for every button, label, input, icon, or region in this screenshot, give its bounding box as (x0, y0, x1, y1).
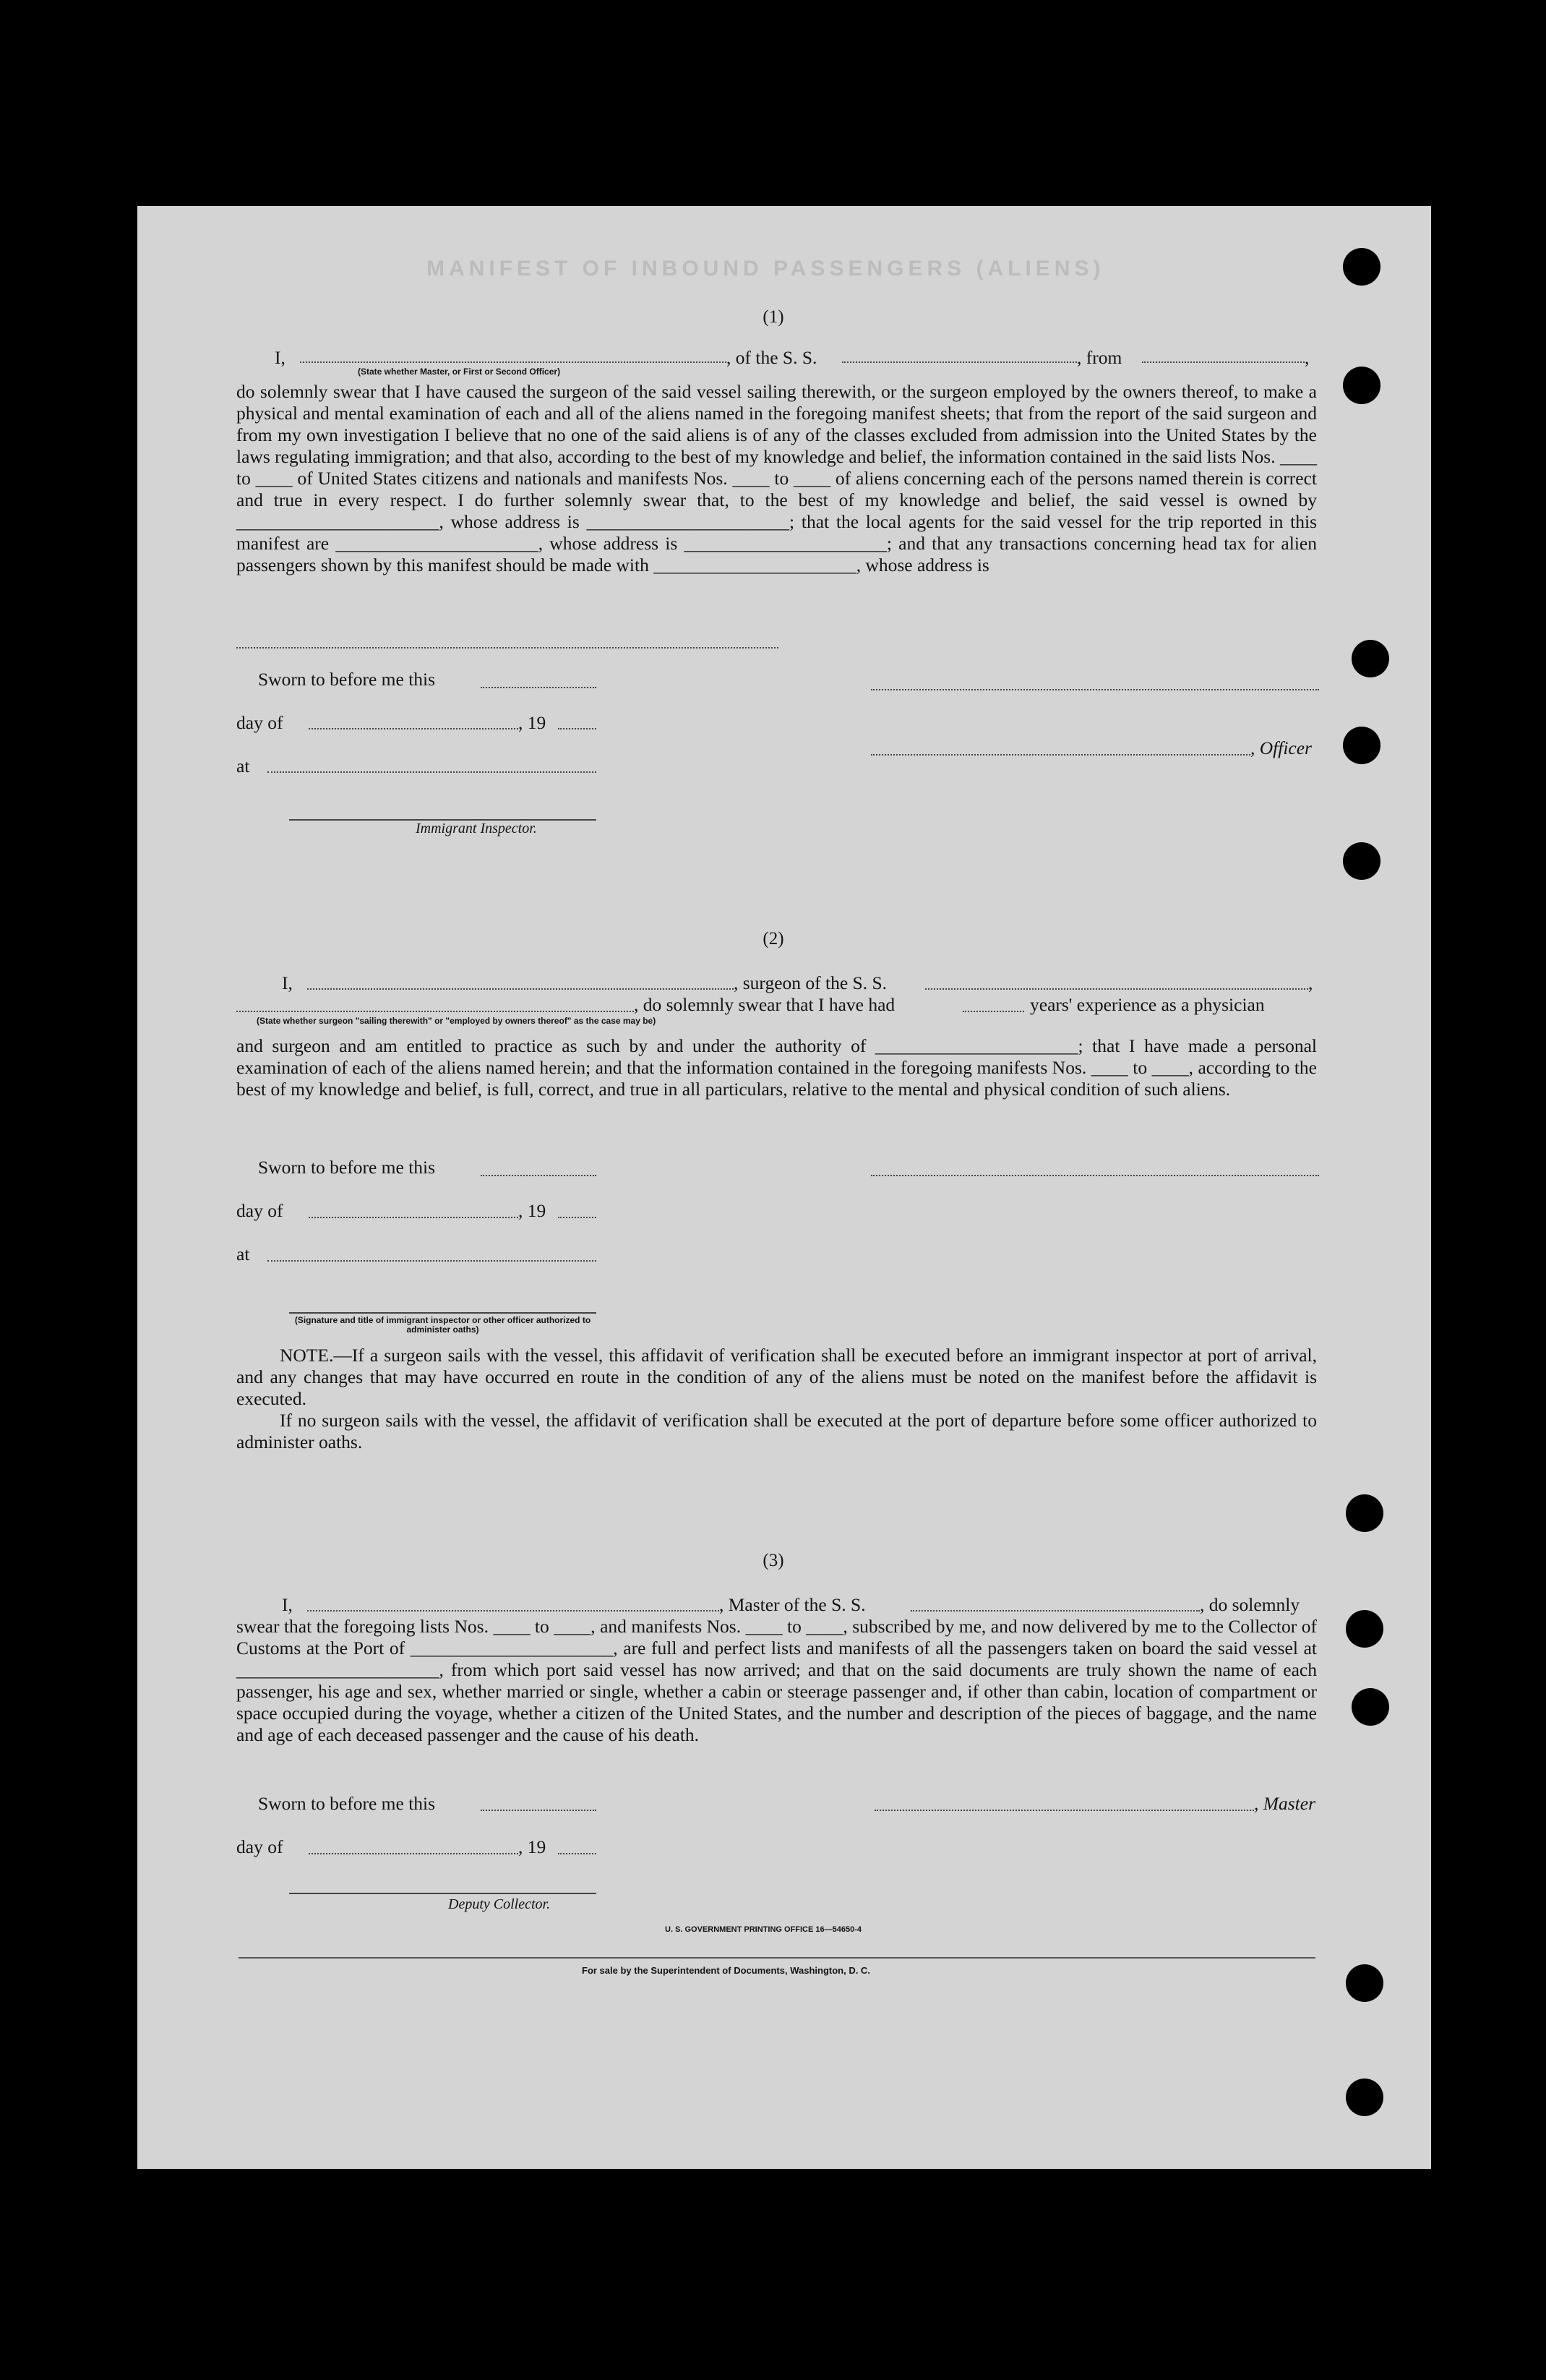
s3-master-label: , Master (1254, 1793, 1315, 1814)
section-3-number: (3) (763, 1551, 784, 1570)
punch-hole (1352, 640, 1389, 677)
s3-do-solemnly: , do solemnly (1200, 1594, 1300, 1615)
s1-sworn-date-field[interactable] (481, 687, 596, 688)
s3-lead-i: I, (282, 1594, 293, 1615)
s2-sig-caption: (Signature and title of immigrant inspector or other officer authorized to administer oaths) (294, 1315, 591, 1335)
s2-surgeon-of: , surgeon of the S. S. (734, 972, 888, 993)
s2-years-field[interactable] (963, 1011, 1024, 1012)
s3-collector-signature[interactable] (289, 1893, 596, 1894)
s2-inspector-signature[interactable] (289, 1312, 596, 1314)
s2-note-block (236, 1345, 1317, 1453)
s1-year-field[interactable] (558, 728, 596, 729)
s2-caption: (State whether surgeon "sailing therewith" or "employed by owners thereof" as the case may be) (257, 1016, 656, 1026)
s2-status-field[interactable] (236, 1011, 634, 1012)
s3-sworn-date-field[interactable] (481, 1810, 596, 1811)
s2-body: and surgeon and am entitled to practice as such by and under the authority of ______________________; that I have made a personal examination of each of the aliens named herein; and that the information contained in the foregoing manifests Nos. ____ to ____, according to the best of my knowledge and belief, is full, correct, and true in all particulars, relative to the mental and physical condition of such aliens. (236, 1035, 1317, 1100)
section-1-number: (1) (763, 307, 784, 327)
s1-signature-line[interactable] (871, 689, 1319, 690)
s1-of-ss: , of the S. S. (726, 347, 817, 368)
bleed-through-header: MANIFEST OF INBOUND PASSENGERS (ALIENS) (426, 257, 1105, 281)
s1-inspector-label: Immigrant Inspector. (416, 821, 537, 836)
s1-officer-field[interactable] (300, 361, 726, 363)
section-2-number: (2) (763, 929, 784, 949)
punch-hole (1346, 1494, 1383, 1532)
s2-year-field[interactable] (558, 1217, 596, 1218)
punch-hole (1343, 367, 1380, 404)
s3-month-field[interactable] (309, 1853, 518, 1854)
s2-years: years' experience as a physician (1030, 994, 1265, 1015)
s1-address-field[interactable] (236, 647, 778, 648)
s3-body-block (236, 1616, 1317, 1746)
punch-hole (1346, 1610, 1383, 1648)
s1-year: , 19 (518, 712, 546, 733)
s2-note-1: NOTE.—If a surgeon sails with the vessel, this affidavit of verification shall be executed before an immigrant inspector at port of arrival, and any changes that may have occurred en route in the condition of any of the aliens must be noted on the manifest before the affidavit is executed. (236, 1345, 1317, 1409)
s2-comma: , (1308, 972, 1313, 993)
s2-at-field[interactable] (267, 1260, 596, 1262)
s1-from-field[interactable] (1142, 361, 1305, 363)
s3-body: swear that the foregoing lists Nos. ____ to ____, and manifests Nos. ____ to ____, subscribed by me, and now delivered by me to the Collector of Customs at the Port of ______________________, are full and perfect lists and manifests of all the passengers taken on board the said vessel at ______________________, from which port said vessel has now arrived; and that on the said documents are truly shown the name of each passenger, his age and sex, whether married or single, whether a cabin or steerage passenger and, if other than cabin, location of compartment or space occupied during the voyage, whether a citizen of the United States, and the number and description of the pieces of baggage, and the name and age of each deceased passenger and the cause of his death. (236, 1616, 1317, 1745)
s1-body: do solemnly swear that I have caused the surgeon of the said vessel sailing therewith, or the surgeon employed by the owners thereof, to make a physical and mental examination of each and all of the aliens named in the foregoing manifest sheets; that from the report of the said surgeon and from my own investigation I believe that no one of the said aliens is of any of the classes excluded from admission into the United States by the laws regulating immigration; and that also, according to the best of my knowledge and belief, the information contained in the said lists Nos. ____ to ____ of United States citizens and nationals and manifests Nos. ____ to ____ of aliens concerning each of the persons named therein is correct and true in every respect. I do further solemnly swear that, to the best of my knowledge and belief, the said vessel is owned by ______________________, whose address is ______________________; that the local agents for the said vessel for the trip reported in this manifest are ______________________, whose address is ______________________; and that any transactions concerning head tax for alien passengers shown by this manifest should be made with ______________________, whose address is (236, 381, 1317, 575)
s1-day-of: day of (236, 712, 283, 733)
s2-month-field[interactable] (309, 1217, 518, 1218)
s1-month-field[interactable] (309, 728, 518, 729)
s1-officer-label: , Officer (1250, 737, 1312, 758)
s2-body-block (236, 1035, 1317, 1100)
s3-name-field[interactable] (307, 1610, 719, 1611)
s3-day-of: day of (236, 1836, 283, 1857)
s2-name-field[interactable] (307, 988, 734, 990)
s1-ship-field[interactable] (842, 361, 1077, 363)
manifest-page (137, 206, 1431, 2169)
punch-hole (1352, 1688, 1389, 1726)
s3-master-of: , Master of the S. S. (719, 1594, 866, 1615)
s3-ship-field[interactable] (911, 1610, 1200, 1611)
sale-line: For sale by the Superintendent of Documents, Washington, D. C. (582, 1965, 870, 1976)
s1-at-field[interactable] (267, 771, 596, 773)
s1-body-block (236, 381, 1317, 576)
s3-year-field[interactable] (558, 1853, 596, 1854)
s1-caption: (State whether Master, or First or Second Officer) (358, 367, 561, 377)
punch-hole (1343, 248, 1380, 286)
punch-hole (1343, 727, 1380, 764)
s1-sworn: Sworn to before me this (258, 669, 436, 690)
s1-from: , from (1077, 347, 1122, 368)
s1-comma: , (1305, 347, 1310, 368)
s3-master-signature[interactable] (875, 1810, 1254, 1811)
s1-officer-signature[interactable] (871, 754, 1250, 755)
punch-hole (1346, 1964, 1383, 2002)
footer-rule (239, 1957, 1315, 1959)
s3-collector-label: Deputy Collector. (448, 1896, 551, 1912)
s3-sworn: Sworn to before me this (258, 1793, 436, 1814)
s2-sworn-date-field[interactable] (481, 1175, 596, 1176)
s2-sworn: Sworn to before me this (258, 1157, 436, 1178)
s2-lead-i: I, (282, 972, 293, 993)
punch-hole (1346, 2079, 1383, 2116)
s2-note-2: If no surgeon sails with the vessel, the affidavit of verification shall be executed at the port of departure before some officer authorized to administer oaths. (236, 1410, 1317, 1452)
s2-year: , 19 (518, 1200, 546, 1221)
s1-at: at (236, 755, 250, 776)
s2-signature-line[interactable] (871, 1175, 1319, 1176)
s1-lead-i: I, (275, 347, 285, 368)
s2-ship-field[interactable] (925, 988, 1308, 990)
s3-year: , 19 (518, 1836, 546, 1857)
printing-office-line: U. S. GOVERNMENT PRINTING OFFICE 16—54650-4 (665, 1925, 862, 1934)
s2-day-of: day of (236, 1200, 283, 1221)
s2-swear: , do solemnly swear that I have had (634, 994, 896, 1015)
punch-hole (1343, 842, 1380, 880)
s2-at: at (236, 1243, 250, 1264)
